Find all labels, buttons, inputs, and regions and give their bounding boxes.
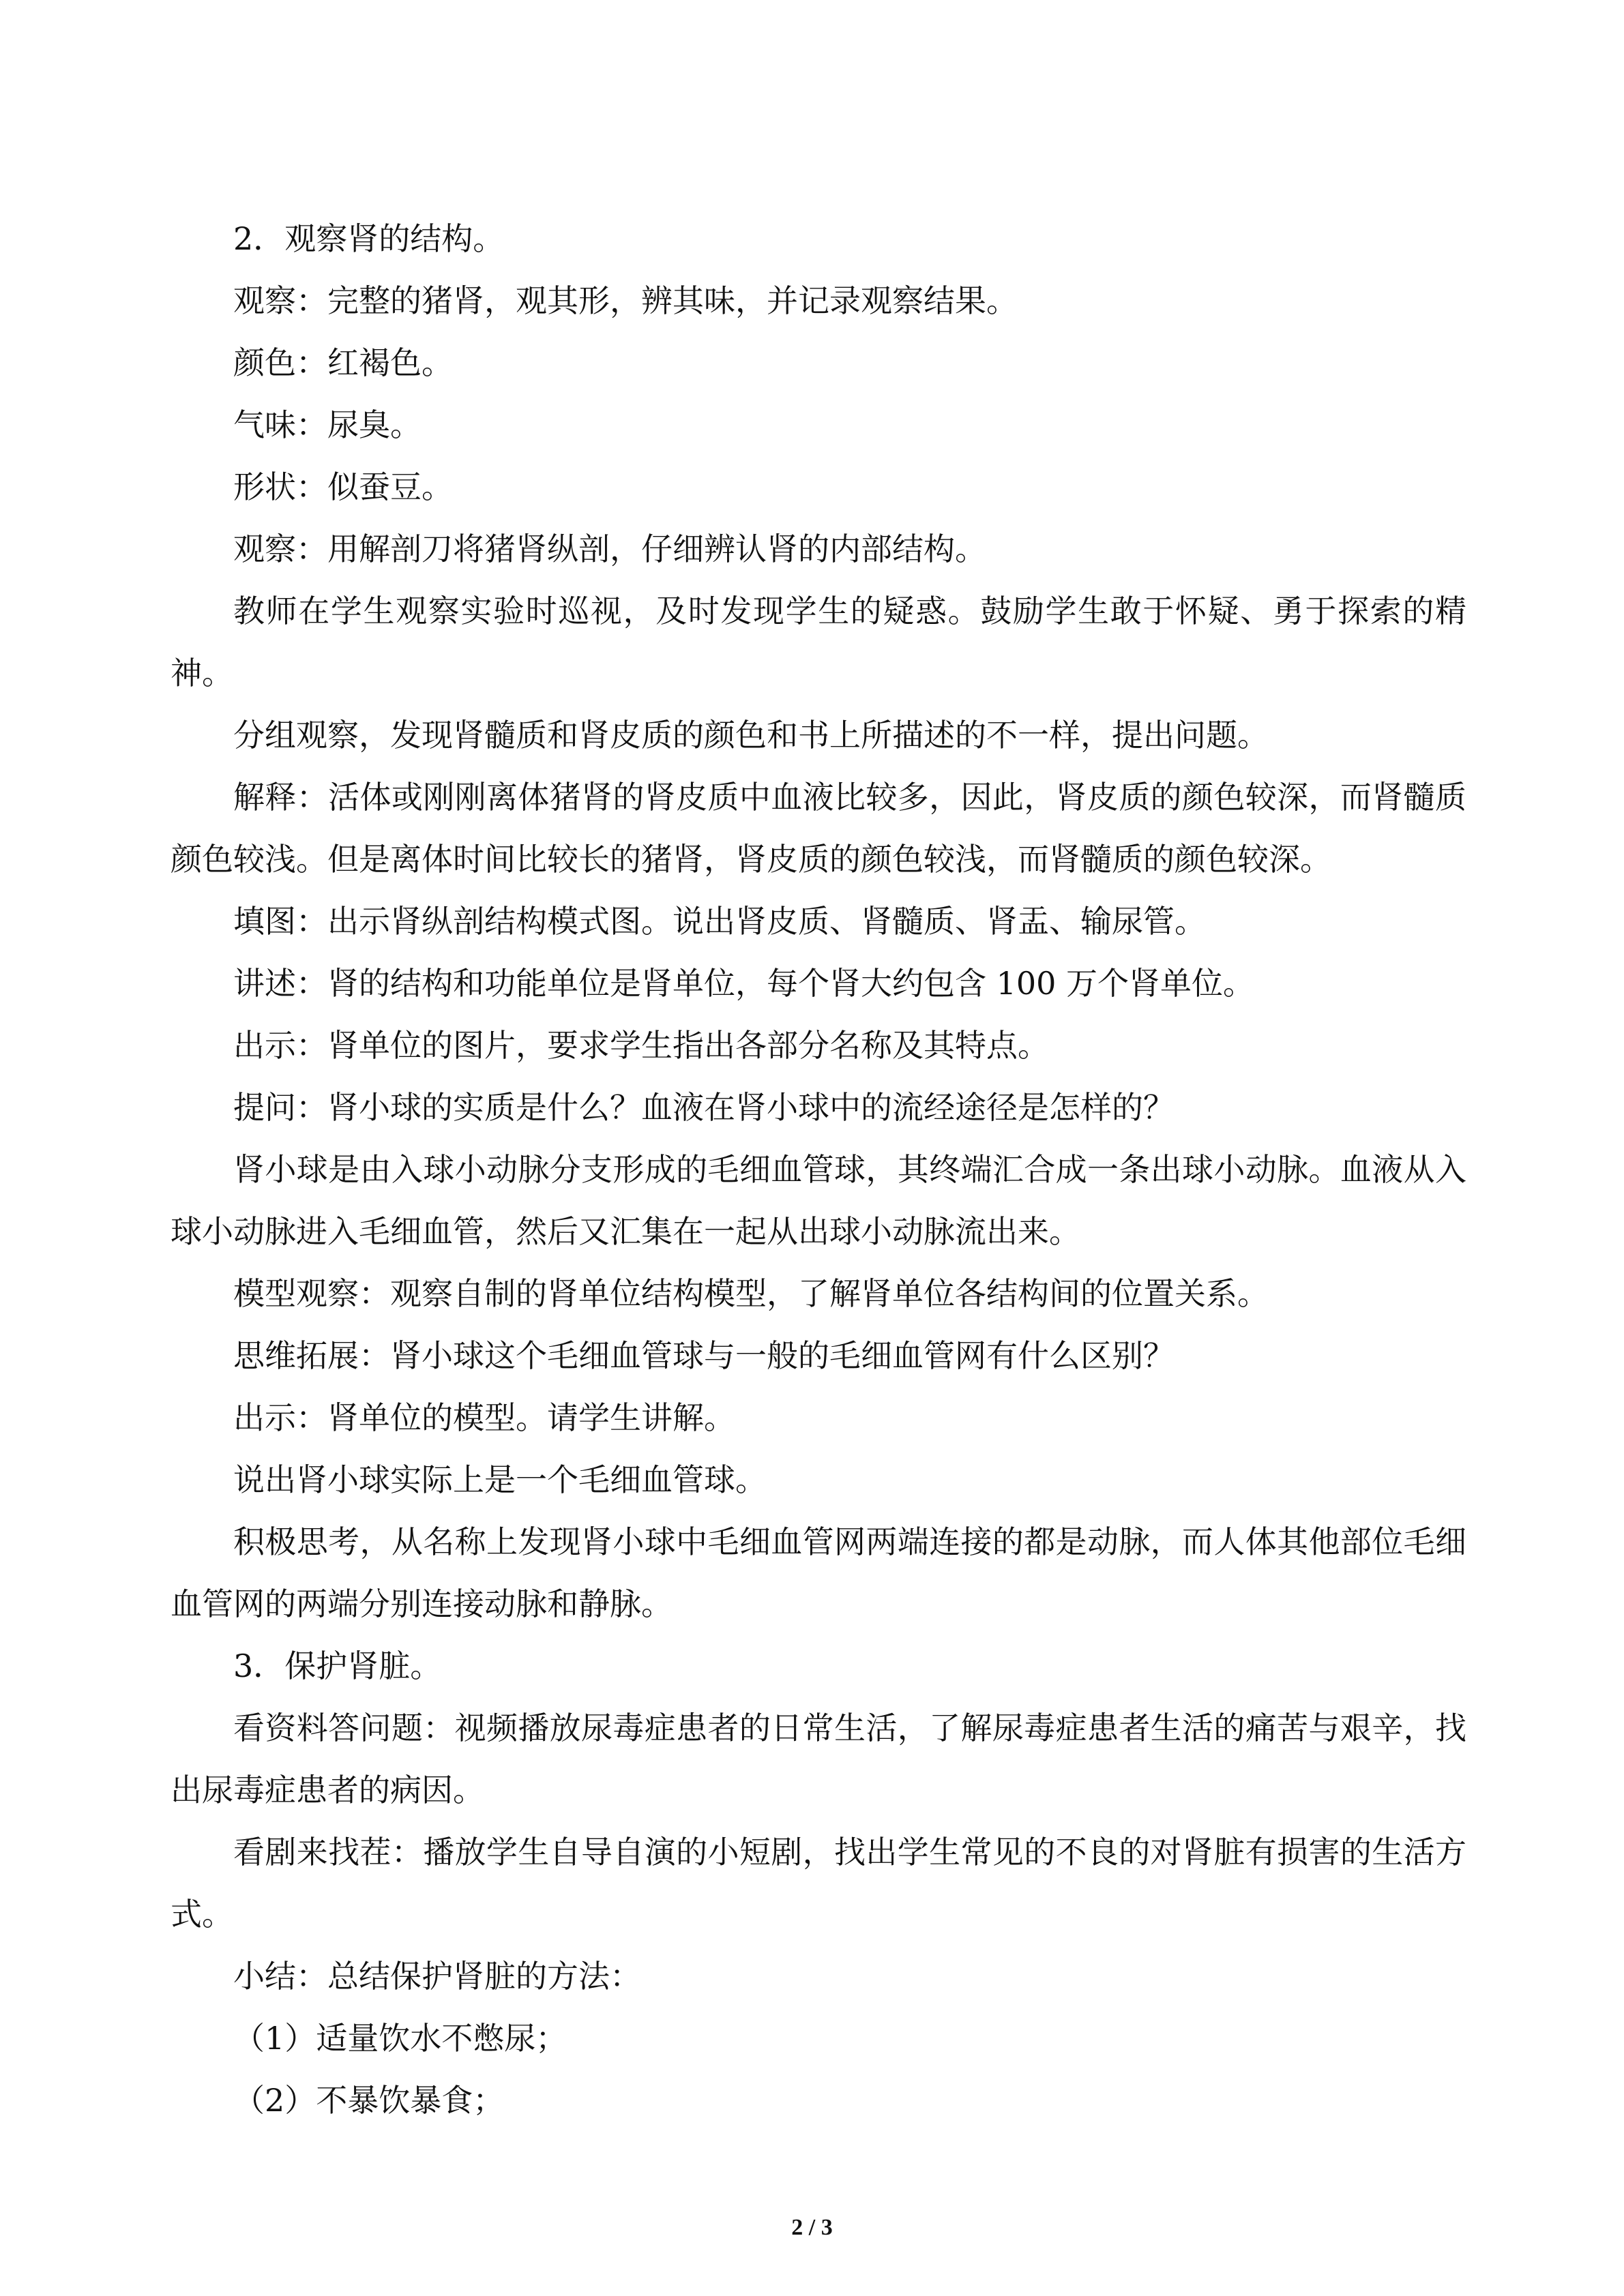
paragraph: 讲述：肾的结构和功能单位是肾单位，每个肾大约包含 100 万个肾单位。 <box>233 965 1255 1002</box>
page-number: 2 / 3 <box>791 2215 833 2240</box>
paragraph: 看剧来找茬：播放学生自导自演的小短剧，找出学生常见的不良的对肾脏有损害的生活方式。 <box>171 1834 1466 1933</box>
paragraph: 颜色：红褐色。 <box>233 344 453 381</box>
section-heading-protect-kidney: 3．保护肾脏。 <box>233 1648 442 1684</box>
paragraph: 形状：似蚕豆。 <box>233 468 453 505</box>
paragraph: 教师在学生观察实验时巡视，及时发现学生的疑惑。鼓励学生敢于怀疑、勇于探索的精神。 <box>171 593 1466 691</box>
paragraph: 提问：肾小球的实质是什么？血液在肾小球中的流经途径是怎样的？ <box>233 1089 1175 1126</box>
paragraph: 解释：活体或刚刚离体猪肾的肾皮质中血液比较多，因此，肾皮质的颜色较深，而肾髓质颜色较浅。但是离体时间比较长的猪肾，肾皮质的颜色较浅，而肾髓质的颜色较深。 <box>171 779 1466 878</box>
list-item: （1）适量饮水不憋尿； <box>233 2020 567 2057</box>
section-heading-kidney-structure: 2．观察肾的结构。 <box>233 220 505 257</box>
document-body <box>171 208 1466 2132</box>
list-item: （2）不暴饮暴食； <box>233 2082 505 2119</box>
paragraph: 肾小球是由入球小动脉分支形成的毛细血管球，其终端汇合成一条出球小动脉。血液从入球小动脉进入毛细血管，然后又汇集在一起从出球小动脉流出来。 <box>171 1151 1466 1250</box>
paragraph: 模型观察：观察自制的肾单位结构模型，了解肾单位各结构间的位置关系。 <box>233 1275 1269 1312</box>
paragraph: 观察：完整的猪肾，观其形，辨其味，并记录观察结果。 <box>233 282 1018 319</box>
paragraph: 看资料答问题：视频播放尿毒症患者的日常生活，了解尿毒症患者生活的痛苦与艰辛，找出尿毒症患者的病因。 <box>171 1710 1466 1808</box>
paragraph: 思维拓展：肾小球这个毛细血管球与一般的毛细血管网有什么区别？ <box>233 1337 1175 1374</box>
paragraph: 积极思考，从名称上发现肾小球中毛细血管网两端连接的都是动脉，而人体其他部位毛细血管网的两端分别连接动脉和静脉。 <box>171 1523 1466 1622</box>
paragraph: 说出肾小球实际上是一个毛细血管球。 <box>233 1461 767 1498</box>
paragraph: 小结：总结保护肾脏的方法： <box>233 1958 641 1995</box>
paragraph: 出示：肾单位的模型。请学生讲解。 <box>233 1399 735 1436</box>
paragraph: 观察：用解剖刀将猪肾纵剖，仔细辨认肾的内部结构。 <box>233 531 986 567</box>
paragraph: 分组观察，发现肾髓质和肾皮质的颜色和书上所描述的不一样，提出问题。 <box>233 717 1269 754</box>
paragraph: 填图：出示肾纵剖结构模式图。说出肾皮质、肾髓质、肾盂、输尿管。 <box>233 903 1206 940</box>
paragraph: 出示：肾单位的图片，要求学生指出各部分名称及其特点。 <box>233 1027 1049 1064</box>
paragraph: 气味：尿臭。 <box>233 406 422 443</box>
